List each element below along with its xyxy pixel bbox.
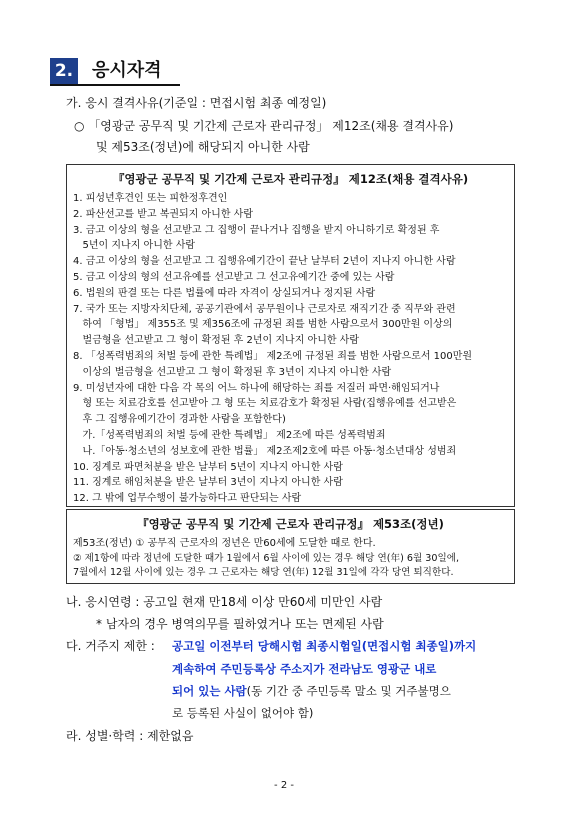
item-na-label: 나. 응시연령 : 공고일 현재 만18세 이상 만60세 미만인 사람 bbox=[66, 595, 383, 609]
box1-list-line: 5년이 지나지 아니한 사람 bbox=[73, 240, 196, 252]
heading-underline bbox=[50, 84, 180, 86]
box1-list-line: 4. 금고 이상의 형을 선고받고 그 집행유예기간이 끝난 날부터 2년이 지나지 아니한 사람 bbox=[73, 256, 456, 268]
box1-list-line: 8. 「성폭력범죄의 처벌 등에 관한 특례법」 제2조에 규정된 죄를 범한 사람으로서 100만원 bbox=[73, 351, 473, 362]
item-da-line4: 로 등록된 사실이 없어야 함) bbox=[172, 706, 314, 720]
box1-list-line: 6. 법원의 판결 또는 다른 법률에 따라 자격이 상실되거나 정지된 사람 bbox=[73, 287, 376, 299]
box1-list-line: 9. 미성년자에 대한 다음 각 목의 어느 하나에 해당하는 죄를 저질러 파면·해임되거나 bbox=[73, 382, 440, 394]
section-number: 2. bbox=[50, 58, 78, 84]
box1-list-line: 1. 피성년후견인 또는 피한정후견인 bbox=[73, 193, 228, 204]
box1-list-line: 벌금형을 선고받고 그 형이 확정된 후 2년이 지나지 아니한 사람 bbox=[73, 335, 360, 347]
item-da-label: 다. 거주지 제한 : bbox=[66, 639, 155, 653]
box1-list-line: 5. 금고 이상의 형의 선고유예를 선고받고 그 선고유예기간 중에 있는 사람 bbox=[73, 272, 395, 283]
box1-list-line: 11. 징계로 해임처분을 받은 날부터 3년이 지나지 아니한 사람 bbox=[73, 477, 343, 489]
box2-title: 『영광군 공무직 및 기간제 근로자 관리규정』 제53조(정년) bbox=[137, 517, 444, 531]
item-da-line3 bbox=[172, 683, 451, 699]
item-da-highlight-line1: 공고일 이전부터 당해시험 최종시험일(면접시험 최종일)까지 bbox=[172, 639, 477, 653]
box1-list-line: 나.「아동·청소년의 성보호에 관한 법률」 제2조제2호에 따른 아동·청소년대상 성범죄 bbox=[73, 445, 457, 457]
box1-list-line: 하여 「형법」 제355조 및 제356조에 규정된 죄를 범한 사람으로서 300만원 이상의 bbox=[73, 319, 453, 331]
item-ra-label: 라. 성별·학력 : 제한없음 bbox=[66, 729, 194, 743]
regulation-box-article12 bbox=[66, 164, 515, 507]
box1-list-line: 3. 금고 이상의 형을 선고받고 그 집행이 끝나거나 집행을 받지 아니하기로 확정된 후 bbox=[73, 224, 440, 236]
box1-list-line: 가.「성폭력범죄의 처벌 등에 관한 특례법」 제2조에 따른 성폭력범죄 bbox=[73, 430, 386, 441]
item-ga-circle-line2: 및 제53조(정년)에 해당되지 아니한 사람 bbox=[96, 140, 310, 154]
box1-list-line: 7. 국가 또는 지방자치단체, 공공기관에서 공무원이나 근로자로 재직기간 중 직무와 관련 bbox=[73, 303, 456, 315]
item-da-highlight-line3: 되어 있는 사람 bbox=[172, 684, 247, 698]
item-ga-circle-line1: ○ 「영광군 공무직 및 기간제 근로자 관리규정」 제12조(채용 결격사유) bbox=[74, 119, 454, 133]
box1-list-line: 후 그 집행유예기간이 경과한 사람을 포함한다) bbox=[73, 414, 286, 426]
box2-line: ② 제1항에 따라 정년에 도달한 때가 1월에서 6월 사이에 있는 경우 해당 연(年) 6월 30일에, bbox=[73, 553, 460, 564]
box1-list-line: 12. 그 밖에 업무수행이 불가능하다고 판단되는 사람 bbox=[73, 493, 302, 505]
box1-list-line: 이상의 벌금형을 선고받고 그 형이 확정된 후 3년이 지나지 아니한 사람 bbox=[73, 366, 392, 378]
box1-list-line: 2. 파산선고를 받고 복권되지 아니한 사람 bbox=[73, 208, 253, 220]
regulation-box-article53 bbox=[66, 509, 515, 584]
item-da-line3-rest: (동 기간 중 주민등록 말소 및 거주불명으 bbox=[246, 684, 451, 698]
page-number: - 2 - bbox=[274, 780, 294, 791]
box1-list-line: 형 또는 치료감호를 선고받아 그 형 또는 치료감호가 확정된 사람(집행유예를 선고받은 bbox=[73, 398, 457, 410]
item-na-note: * 남자의 경우 병역의무를 필하였거나 또는 면제된 사람 bbox=[96, 617, 384, 631]
box1-list-line: 10. 징계로 파면처분을 받은 날부터 5년이 지나지 아니한 사람 bbox=[73, 461, 343, 473]
box1-title: 『영광군 공무직 및 기간제 근로자 관리규정』 제12조(채용 결격사유) bbox=[112, 172, 469, 186]
box2-line: 제53조(정년) ① 공무직 근로자의 정년은 만60세에 도달한 때로 한다. bbox=[73, 538, 376, 549]
item-ga-label: 가. 응시 결격사유(기준일 : 면접시험 최종 예정일) bbox=[66, 96, 327, 110]
box2-line: 7월에서 12월 사이에 있는 경우 그 근로자는 해당 연(年) 12월 31일에 각각 당연 퇴직한다. bbox=[73, 567, 454, 578]
item-da-highlight-line2: 계속하여 주민등록상 주소지가 전라남도 영광군 내로 bbox=[172, 662, 437, 676]
section-title: 응시자격 bbox=[92, 60, 162, 81]
